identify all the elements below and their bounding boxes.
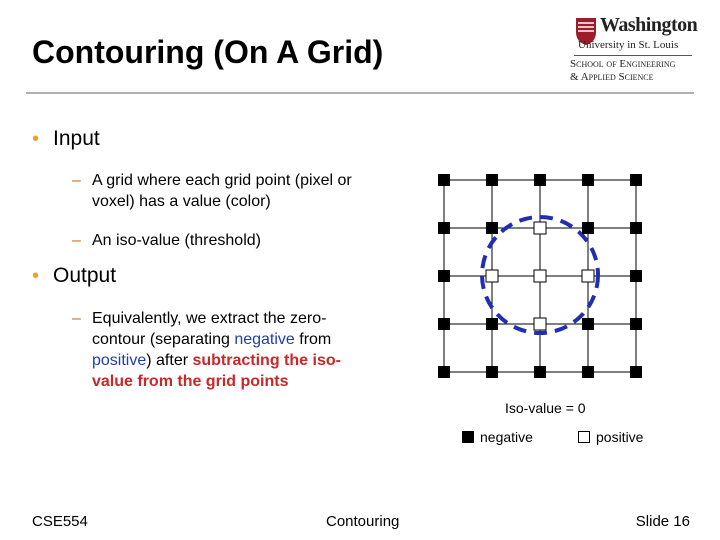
grid-point-negative — [486, 174, 498, 186]
grid-point-negative — [582, 174, 594, 186]
grid-point-negative — [534, 366, 546, 378]
grid-point-negative — [438, 318, 450, 330]
grid-point-negative — [582, 222, 594, 234]
logo-line-2: University in St. Louis — [578, 39, 679, 51]
contour-text-subtract: subtracting the iso-value from the grid points — [92, 352, 341, 390]
grid-point-negative — [630, 270, 642, 282]
dash-icon: – — [72, 172, 81, 189]
logo-line-1: Washington — [600, 14, 698, 36]
sub-bullet-iso-text: An iso-value (threshold) — [92, 232, 261, 249]
sub-bullet-grid-text: A grid where each grid point (pixel or voxel) has a value (color) — [92, 172, 352, 210]
grid-point-negative — [630, 174, 642, 186]
grid-point-negative — [486, 222, 498, 234]
grid-point-negative — [582, 318, 594, 330]
grid-point-negative — [438, 174, 450, 186]
grid-point-positive — [534, 222, 546, 234]
grid-point-negative — [486, 318, 498, 330]
logo-line-3: School of Engineering — [570, 58, 676, 70]
footer-topic: Contouring — [326, 513, 400, 530]
bullet-input-text: Input — [53, 127, 100, 150]
grid-point-negative — [582, 366, 594, 378]
grid-point-negative — [630, 366, 642, 378]
grid-point-negative — [438, 270, 450, 282]
legend-negative-label: negative — [480, 429, 533, 445]
bullet-dot-icon: • — [32, 265, 40, 287]
bullet-output-text: Output — [53, 264, 117, 287]
positive-swatch-icon — [578, 431, 590, 443]
negative-swatch-icon — [462, 431, 474, 443]
grid-point-negative — [630, 318, 642, 330]
legend-negative — [462, 429, 533, 445]
legend-positive — [578, 429, 643, 445]
grid-point-positive — [582, 270, 594, 282]
legend-positive-label: positive — [596, 429, 644, 445]
footer-course: CSE554 — [32, 513, 88, 530]
grid-point-negative — [486, 366, 498, 378]
grid-point-positive — [534, 270, 546, 282]
contour-text-a: Equivalently, we extract the zero-contour (separating — [92, 310, 327, 348]
contour-text-negative: negative — [234, 331, 295, 348]
contour-text-positive: positive — [92, 352, 147, 369]
dash-icon: – — [72, 310, 81, 327]
grid-point-negative — [438, 366, 450, 378]
grid-point-negative — [630, 222, 642, 234]
grid-point-negative — [534, 174, 546, 186]
grid-point-negative — [438, 222, 450, 234]
grid-point-positive — [534, 318, 546, 330]
bullet-dot-icon: • — [32, 128, 40, 150]
grid-point-positive — [486, 270, 498, 282]
iso-value-label: Iso-value = 0 — [505, 400, 586, 416]
contour-text-b: from — [294, 331, 332, 348]
slide-title: Contouring (On A Grid) — [32, 34, 384, 70]
logo-line-4: & Applied Science — [570, 71, 654, 83]
contour-text-c: ) after — [146, 352, 193, 369]
footer-slide-number: Slide 16 — [635, 513, 690, 530]
dash-icon: – — [72, 232, 81, 249]
